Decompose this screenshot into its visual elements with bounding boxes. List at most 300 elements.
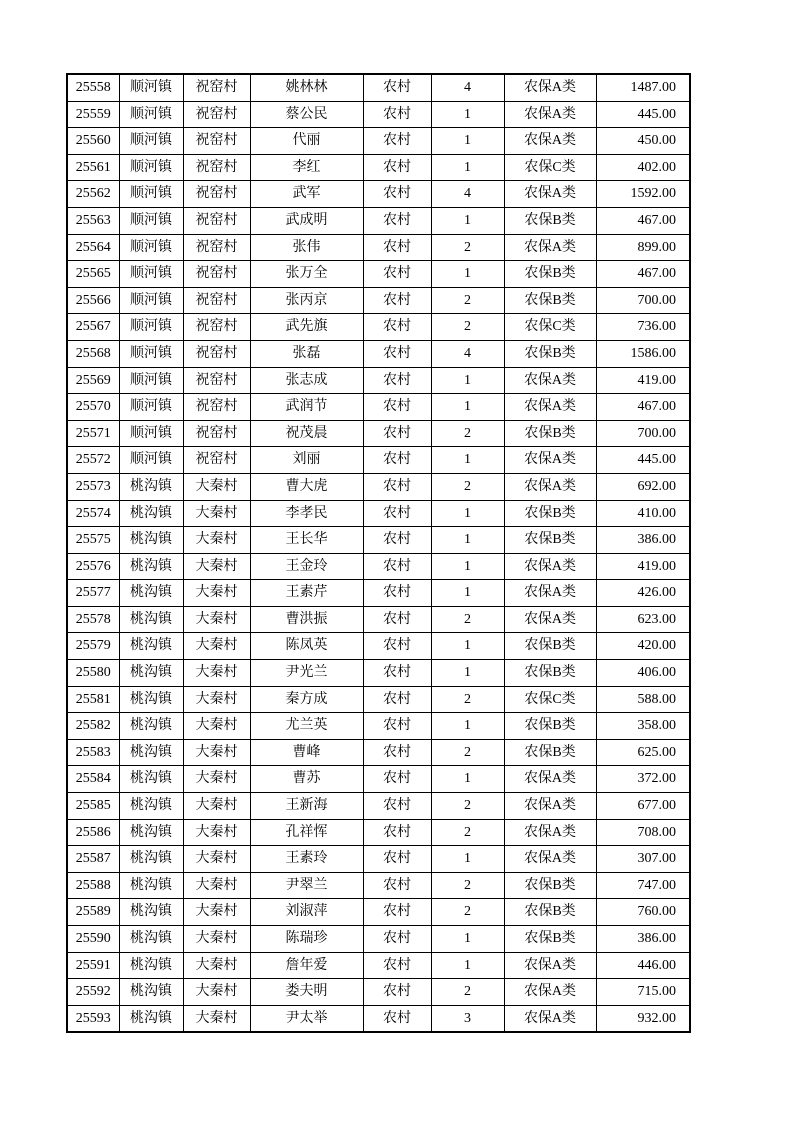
cell-person-name: 张丙京 — [250, 287, 363, 314]
cell-amount: 899.00 — [596, 234, 690, 261]
cell-record-id: 25558 — [67, 74, 119, 101]
cell-amount: 760.00 — [596, 899, 690, 926]
cell-town: 桃沟镇 — [119, 819, 183, 846]
cell-town: 顺河镇 — [119, 314, 183, 341]
cell-household-type: 农村 — [363, 553, 431, 580]
cell-record-id: 25566 — [67, 287, 119, 314]
cell-amount: 747.00 — [596, 872, 690, 899]
cell-record-id: 25592 — [67, 979, 119, 1006]
cell-insurance-category: 农保A类 — [504, 128, 596, 155]
cell-insurance-category: 农保B类 — [504, 261, 596, 288]
cell-town: 桃沟镇 — [119, 527, 183, 554]
cell-amount: 450.00 — [596, 128, 690, 155]
cell-person-name: 詹年爱 — [250, 952, 363, 979]
cell-record-id: 25571 — [67, 420, 119, 447]
cell-insurance-category: 农保B类 — [504, 207, 596, 234]
cell-record-id: 25587 — [67, 846, 119, 873]
cell-town: 桃沟镇 — [119, 872, 183, 899]
cell-insurance-category: 农保A类 — [504, 1005, 596, 1032]
cell-record-id: 25582 — [67, 713, 119, 740]
cell-insurance-category: 农保A类 — [504, 101, 596, 128]
table-row — [67, 660, 690, 687]
cell-person-name: 刘丽 — [250, 447, 363, 474]
cell-village: 祝窑村 — [183, 314, 250, 341]
cell-amount: 358.00 — [596, 713, 690, 740]
cell-amount: 692.00 — [596, 473, 690, 500]
cell-town: 桃沟镇 — [119, 553, 183, 580]
cell-person-name: 秦方成 — [250, 686, 363, 713]
cell-insurance-category: 农保A类 — [504, 181, 596, 208]
cell-person-count: 2 — [431, 420, 504, 447]
cell-record-id: 25590 — [67, 926, 119, 953]
cell-insurance-category: 农保B类 — [504, 500, 596, 527]
cell-household-type: 农村 — [363, 606, 431, 633]
cell-record-id: 25572 — [67, 447, 119, 474]
cell-village: 大秦村 — [183, 926, 250, 953]
cell-record-id: 25567 — [67, 314, 119, 341]
cell-person-count: 1 — [431, 394, 504, 421]
cell-insurance-category: 农保B类 — [504, 287, 596, 314]
cell-person-count: 2 — [431, 287, 504, 314]
cell-amount: 625.00 — [596, 739, 690, 766]
cell-amount: 677.00 — [596, 793, 690, 820]
table-row — [67, 606, 690, 633]
cell-person-count: 1 — [431, 261, 504, 288]
cell-amount: 445.00 — [596, 447, 690, 474]
cell-village: 祝窑村 — [183, 101, 250, 128]
cell-town: 顺河镇 — [119, 367, 183, 394]
cell-insurance-category: 农保C类 — [504, 686, 596, 713]
cell-village: 大秦村 — [183, 899, 250, 926]
table-row — [67, 447, 690, 474]
cell-record-id: 25564 — [67, 234, 119, 261]
cell-record-id: 25585 — [67, 793, 119, 820]
cell-person-name: 曹峰 — [250, 739, 363, 766]
cell-village: 祝窑村 — [183, 287, 250, 314]
cell-person-name: 王新海 — [250, 793, 363, 820]
cell-insurance-category: 农保A类 — [504, 606, 596, 633]
table-row — [67, 979, 690, 1006]
cell-town: 顺河镇 — [119, 261, 183, 288]
cell-village: 祝窑村 — [183, 261, 250, 288]
cell-amount: 715.00 — [596, 979, 690, 1006]
cell-village: 大秦村 — [183, 739, 250, 766]
table-row — [67, 713, 690, 740]
cell-person-count: 2 — [431, 899, 504, 926]
cell-insurance-category: 农保A类 — [504, 766, 596, 793]
cell-town: 桃沟镇 — [119, 899, 183, 926]
cell-amount: 307.00 — [596, 846, 690, 873]
cell-household-type: 农村 — [363, 846, 431, 873]
cell-household-type: 农村 — [363, 261, 431, 288]
cell-person-count: 1 — [431, 660, 504, 687]
cell-person-name: 武军 — [250, 181, 363, 208]
cell-person-count: 4 — [431, 181, 504, 208]
cell-person-count: 2 — [431, 473, 504, 500]
cell-record-id: 25574 — [67, 500, 119, 527]
cell-insurance-category: 农保B类 — [504, 420, 596, 447]
cell-household-type: 农村 — [363, 766, 431, 793]
cell-town: 顺河镇 — [119, 154, 183, 181]
cell-record-id: 25577 — [67, 580, 119, 607]
cell-household-type: 农村 — [363, 872, 431, 899]
cell-person-count: 1 — [431, 952, 504, 979]
cell-household-type: 农村 — [363, 394, 431, 421]
cell-insurance-category: 农保A类 — [504, 473, 596, 500]
cell-household-type: 农村 — [363, 979, 431, 1006]
cell-person-count: 1 — [431, 713, 504, 740]
cell-amount: 467.00 — [596, 261, 690, 288]
cell-amount: 467.00 — [596, 207, 690, 234]
table-row — [67, 181, 690, 208]
table-row — [67, 234, 690, 261]
cell-village: 大秦村 — [183, 952, 250, 979]
table-row — [67, 394, 690, 421]
cell-village: 大秦村 — [183, 500, 250, 527]
cell-town: 顺河镇 — [119, 287, 183, 314]
cell-village: 大秦村 — [183, 766, 250, 793]
cell-amount: 386.00 — [596, 926, 690, 953]
cell-town: 桃沟镇 — [119, 606, 183, 633]
cell-amount: 446.00 — [596, 952, 690, 979]
cell-person-name: 张磊 — [250, 340, 363, 367]
cell-person-count: 1 — [431, 447, 504, 474]
cell-village: 祝窑村 — [183, 234, 250, 261]
cell-village: 大秦村 — [183, 686, 250, 713]
cell-person-count: 2 — [431, 739, 504, 766]
cell-record-id: 25560 — [67, 128, 119, 155]
cell-village: 祝窑村 — [183, 340, 250, 367]
cell-insurance-category: 农保A类 — [504, 553, 596, 580]
cell-amount: 700.00 — [596, 287, 690, 314]
cell-village: 祝窑村 — [183, 207, 250, 234]
cell-person-name: 蔡公民 — [250, 101, 363, 128]
table-row — [67, 553, 690, 580]
cell-household-type: 农村 — [363, 447, 431, 474]
cell-person-name: 陈瑞珍 — [250, 926, 363, 953]
table-row — [67, 261, 690, 288]
cell-household-type: 农村 — [363, 340, 431, 367]
cell-person-name: 王素玲 — [250, 846, 363, 873]
cell-insurance-category: 农保A类 — [504, 952, 596, 979]
cell-person-count: 1 — [431, 154, 504, 181]
cell-village: 祝窑村 — [183, 181, 250, 208]
cell-amount: 932.00 — [596, 1005, 690, 1032]
cell-village: 大秦村 — [183, 846, 250, 873]
cell-town: 顺河镇 — [119, 234, 183, 261]
cell-town: 顺河镇 — [119, 128, 183, 155]
cell-household-type: 农村 — [363, 287, 431, 314]
cell-person-count: 1 — [431, 367, 504, 394]
cell-village: 大秦村 — [183, 606, 250, 633]
cell-amount: 410.00 — [596, 500, 690, 527]
cell-household-type: 农村 — [363, 660, 431, 687]
cell-insurance-category: 农保A类 — [504, 74, 596, 101]
cell-town: 桃沟镇 — [119, 500, 183, 527]
cell-person-name: 孔祥恽 — [250, 819, 363, 846]
cell-person-name: 张志成 — [250, 367, 363, 394]
cell-insurance-category: 农保A类 — [504, 394, 596, 421]
cell-amount: 700.00 — [596, 420, 690, 447]
cell-amount: 426.00 — [596, 580, 690, 607]
table-row — [67, 207, 690, 234]
cell-person-count: 4 — [431, 340, 504, 367]
cell-village: 祝窑村 — [183, 367, 250, 394]
cell-household-type: 农村 — [363, 367, 431, 394]
cell-person-count: 1 — [431, 128, 504, 155]
cell-person-count: 1 — [431, 580, 504, 607]
cell-record-id: 25581 — [67, 686, 119, 713]
cell-insurance-category: 农保C类 — [504, 314, 596, 341]
table-body — [67, 74, 690, 1032]
cell-record-id: 25578 — [67, 606, 119, 633]
cell-insurance-category: 农保B类 — [504, 340, 596, 367]
cell-village: 大秦村 — [183, 713, 250, 740]
cell-insurance-category: 农保B类 — [504, 633, 596, 660]
table-row — [67, 74, 690, 101]
cell-person-count: 1 — [431, 766, 504, 793]
cell-household-type: 农村 — [363, 1005, 431, 1032]
cell-village: 大秦村 — [183, 1005, 250, 1032]
cell-village: 祝窑村 — [183, 420, 250, 447]
cell-person-count: 2 — [431, 314, 504, 341]
cell-person-count: 1 — [431, 500, 504, 527]
cell-person-count: 2 — [431, 793, 504, 820]
cell-town: 顺河镇 — [119, 207, 183, 234]
cell-amount: 736.00 — [596, 314, 690, 341]
table-row — [67, 128, 690, 155]
cell-town: 桃沟镇 — [119, 766, 183, 793]
cell-person-count: 1 — [431, 926, 504, 953]
cell-record-id: 25568 — [67, 340, 119, 367]
cell-town: 桃沟镇 — [119, 686, 183, 713]
cell-town: 桃沟镇 — [119, 713, 183, 740]
cell-village: 大秦村 — [183, 660, 250, 687]
cell-town: 桃沟镇 — [119, 1005, 183, 1032]
table-row — [67, 500, 690, 527]
cell-amount: 419.00 — [596, 367, 690, 394]
cell-record-id: 25569 — [67, 367, 119, 394]
cell-person-name: 刘淑萍 — [250, 899, 363, 926]
cell-person-name: 尤兰英 — [250, 713, 363, 740]
cell-record-id: 25591 — [67, 952, 119, 979]
cell-insurance-category: 农保B类 — [504, 527, 596, 554]
cell-household-type: 农村 — [363, 527, 431, 554]
table-row — [67, 1005, 690, 1032]
cell-person-count: 2 — [431, 979, 504, 1006]
cell-town: 顺河镇 — [119, 340, 183, 367]
cell-household-type: 农村 — [363, 580, 431, 607]
cell-household-type: 农村 — [363, 154, 431, 181]
cell-town: 顺河镇 — [119, 394, 183, 421]
table-row — [67, 473, 690, 500]
cell-record-id: 25579 — [67, 633, 119, 660]
cell-person-count: 2 — [431, 872, 504, 899]
cell-person-name: 武润节 — [250, 394, 363, 421]
cell-amount: 467.00 — [596, 394, 690, 421]
cell-record-id: 25593 — [67, 1005, 119, 1032]
cell-record-id: 25588 — [67, 872, 119, 899]
cell-person-name: 陈凤英 — [250, 633, 363, 660]
cell-person-count: 2 — [431, 819, 504, 846]
cell-household-type: 农村 — [363, 234, 431, 261]
cell-record-id: 25583 — [67, 739, 119, 766]
cell-insurance-category: 农保A类 — [504, 367, 596, 394]
cell-record-id: 25586 — [67, 819, 119, 846]
cell-village: 祝窑村 — [183, 74, 250, 101]
cell-amount: 588.00 — [596, 686, 690, 713]
table-row — [67, 926, 690, 953]
cell-person-count: 1 — [431, 207, 504, 234]
cell-amount: 420.00 — [596, 633, 690, 660]
table-row — [67, 340, 690, 367]
cell-record-id: 25573 — [67, 473, 119, 500]
table-row — [67, 287, 690, 314]
cell-household-type: 农村 — [363, 473, 431, 500]
cell-household-type: 农村 — [363, 713, 431, 740]
cell-town: 桃沟镇 — [119, 979, 183, 1006]
cell-village: 大秦村 — [183, 872, 250, 899]
cell-insurance-category: 农保B类 — [504, 872, 596, 899]
table-row — [67, 101, 690, 128]
cell-insurance-category: 农保B类 — [504, 660, 596, 687]
cell-record-id: 25565 — [67, 261, 119, 288]
cell-record-id: 25589 — [67, 899, 119, 926]
cell-household-type: 农村 — [363, 926, 431, 953]
table-row — [67, 527, 690, 554]
cell-insurance-category: 农保B类 — [504, 713, 596, 740]
cell-person-name: 王金玲 — [250, 553, 363, 580]
cell-person-name: 曹苏 — [250, 766, 363, 793]
cell-village: 祝窑村 — [183, 447, 250, 474]
cell-village: 大秦村 — [183, 553, 250, 580]
pension-records-table — [66, 73, 691, 1033]
cell-village: 大秦村 — [183, 979, 250, 1006]
cell-person-name: 张伟 — [250, 234, 363, 261]
cell-household-type: 农村 — [363, 500, 431, 527]
cell-household-type: 农村 — [363, 181, 431, 208]
cell-amount: 1487.00 — [596, 74, 690, 101]
cell-amount: 708.00 — [596, 819, 690, 846]
table-row — [67, 846, 690, 873]
cell-person-count: 4 — [431, 74, 504, 101]
cell-person-name: 王素芹 — [250, 580, 363, 607]
cell-household-type: 农村 — [363, 739, 431, 766]
cell-person-count: 1 — [431, 846, 504, 873]
cell-household-type: 农村 — [363, 207, 431, 234]
cell-household-type: 农村 — [363, 74, 431, 101]
cell-person-count: 2 — [431, 686, 504, 713]
table-row — [67, 314, 690, 341]
cell-amount: 386.00 — [596, 527, 690, 554]
cell-household-type: 农村 — [363, 314, 431, 341]
table-row — [67, 952, 690, 979]
cell-amount: 419.00 — [596, 553, 690, 580]
table-row — [67, 580, 690, 607]
cell-person-name: 李红 — [250, 154, 363, 181]
cell-insurance-category: 农保A类 — [504, 234, 596, 261]
cell-insurance-category: 农保C类 — [504, 154, 596, 181]
cell-insurance-category: 农保B类 — [504, 739, 596, 766]
cell-town: 顺河镇 — [119, 447, 183, 474]
cell-record-id: 25580 — [67, 660, 119, 687]
cell-record-id: 25576 — [67, 553, 119, 580]
cell-amount: 406.00 — [596, 660, 690, 687]
cell-person-count: 2 — [431, 606, 504, 633]
table-row — [67, 872, 690, 899]
table-row — [67, 420, 690, 447]
cell-insurance-category: 农保A类 — [504, 819, 596, 846]
cell-household-type: 农村 — [363, 128, 431, 155]
cell-town: 桃沟镇 — [119, 633, 183, 660]
cell-village: 大秦村 — [183, 580, 250, 607]
cell-person-name: 王长华 — [250, 527, 363, 554]
cell-town: 桃沟镇 — [119, 926, 183, 953]
cell-insurance-category: 农保B类 — [504, 926, 596, 953]
cell-household-type: 农村 — [363, 899, 431, 926]
cell-town: 顺河镇 — [119, 181, 183, 208]
cell-person-name: 代丽 — [250, 128, 363, 155]
table-row — [67, 633, 690, 660]
cell-person-count: 1 — [431, 527, 504, 554]
cell-village: 祝窑村 — [183, 128, 250, 155]
cell-amount: 623.00 — [596, 606, 690, 633]
cell-town: 顺河镇 — [119, 420, 183, 447]
cell-person-count: 1 — [431, 101, 504, 128]
cell-household-type: 农村 — [363, 793, 431, 820]
cell-town: 桃沟镇 — [119, 473, 183, 500]
cell-insurance-category: 农保A类 — [504, 979, 596, 1006]
table-row — [67, 739, 690, 766]
cell-person-name: 祝茂晨 — [250, 420, 363, 447]
cell-person-name: 尹太举 — [250, 1005, 363, 1032]
cell-record-id: 25562 — [67, 181, 119, 208]
cell-town: 顺河镇 — [119, 101, 183, 128]
cell-village: 大秦村 — [183, 633, 250, 660]
cell-insurance-category: 农保B类 — [504, 899, 596, 926]
cell-person-name: 尹翠兰 — [250, 872, 363, 899]
cell-amount: 372.00 — [596, 766, 690, 793]
cell-record-id: 25570 — [67, 394, 119, 421]
table-row — [67, 793, 690, 820]
cell-insurance-category: 农保A类 — [504, 580, 596, 607]
cell-amount: 402.00 — [596, 154, 690, 181]
cell-person-name: 李孝民 — [250, 500, 363, 527]
cell-amount: 1586.00 — [596, 340, 690, 367]
table-row — [67, 899, 690, 926]
cell-household-type: 农村 — [363, 952, 431, 979]
cell-person-count: 3 — [431, 1005, 504, 1032]
cell-insurance-category: 农保A类 — [504, 846, 596, 873]
table-row — [67, 367, 690, 394]
cell-household-type: 农村 — [363, 686, 431, 713]
cell-village: 祝窑村 — [183, 394, 250, 421]
cell-person-name: 武成明 — [250, 207, 363, 234]
table-row — [67, 154, 690, 181]
cell-person-name: 曹大虎 — [250, 473, 363, 500]
cell-household-type: 农村 — [363, 101, 431, 128]
cell-household-type: 农村 — [363, 819, 431, 846]
cell-person-name: 尹光兰 — [250, 660, 363, 687]
cell-person-count: 1 — [431, 553, 504, 580]
cell-person-name: 娄夫明 — [250, 979, 363, 1006]
cell-person-name: 姚林林 — [250, 74, 363, 101]
cell-village: 大秦村 — [183, 473, 250, 500]
cell-village: 祝窑村 — [183, 154, 250, 181]
cell-insurance-category: 农保A类 — [504, 447, 596, 474]
cell-town: 桃沟镇 — [119, 739, 183, 766]
cell-household-type: 农村 — [363, 420, 431, 447]
